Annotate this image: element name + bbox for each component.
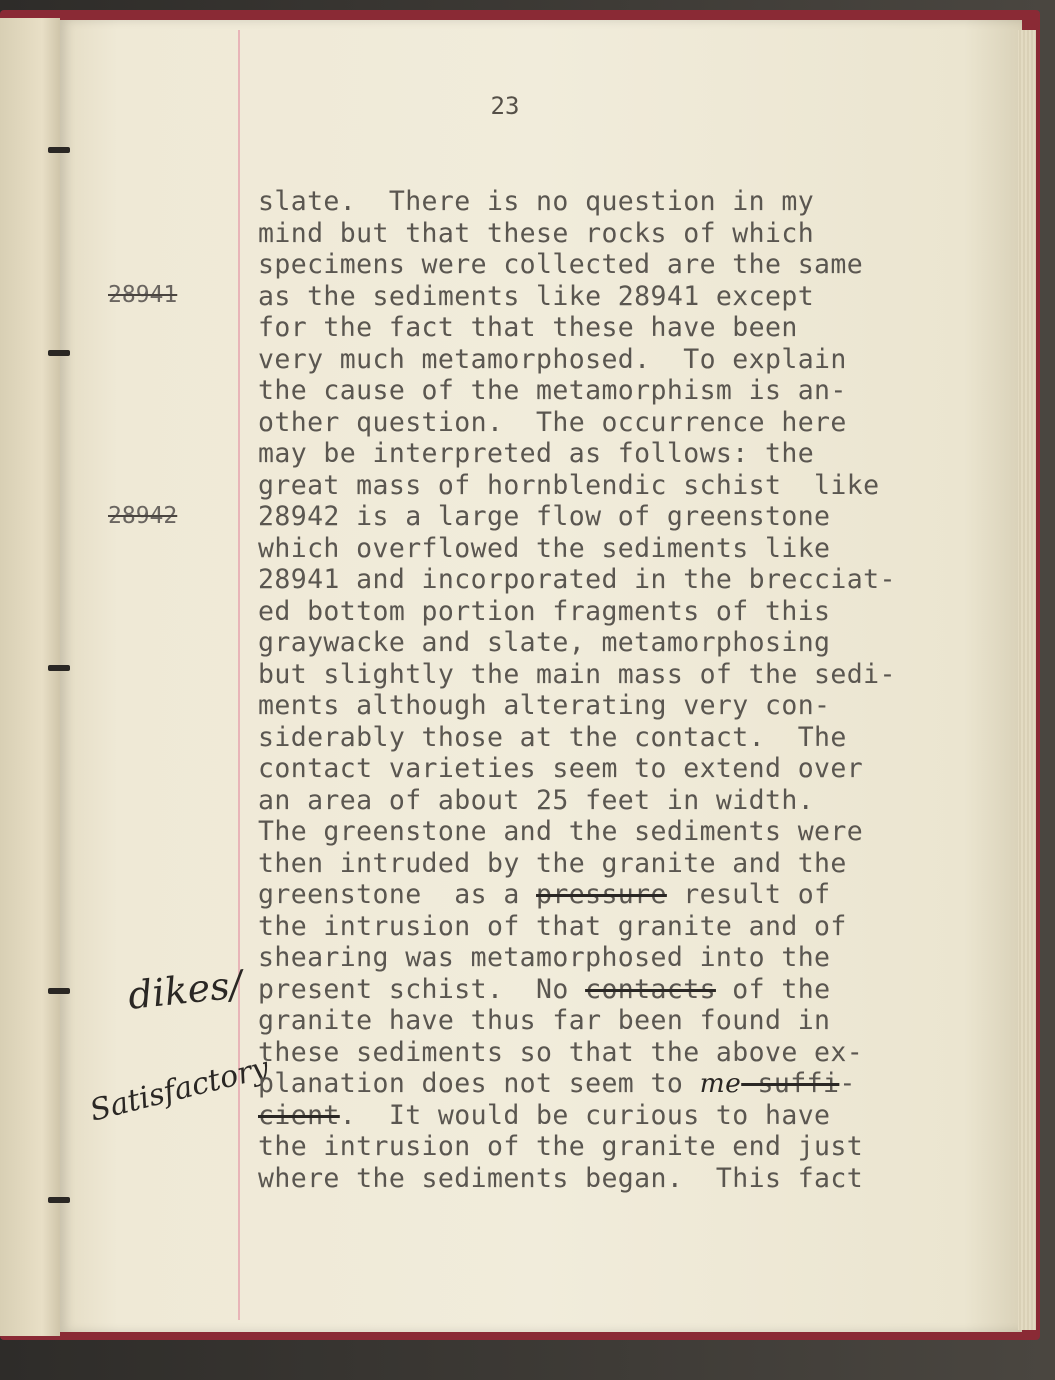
text-segment: 28941 and incorporated in the brecciat- — [258, 564, 896, 595]
text-line — [258, 911, 1018, 943]
text-line — [258, 407, 1018, 439]
text-segment: mind but that these rocks of which — [258, 217, 815, 249]
text-segment: specimens were collected are the same — [258, 249, 864, 280]
text-line — [258, 186, 1018, 218]
text-line — [258, 1131, 1018, 1163]
margin-rule — [238, 30, 240, 1320]
handwritten-insert: me — [699, 1068, 742, 1099]
text-segment: may be interpreted as follows: the — [258, 438, 815, 469]
page-number: 23 — [490, 92, 520, 120]
text-segment: an area of about 25 feet in width. — [258, 784, 815, 816]
binder-ring — [48, 988, 70, 994]
text-line — [258, 218, 1018, 250]
text-line — [258, 501, 1018, 533]
text-segment: for the fact that these have been — [258, 312, 798, 343]
text-line — [258, 942, 1018, 974]
text-segment: planation does not seem to — [258, 1068, 700, 1099]
text-line — [258, 722, 1018, 754]
binder-ring — [48, 1197, 70, 1203]
typed-text-body — [258, 186, 1018, 1194]
text-line — [258, 344, 1018, 376]
text-segment: ed bottom portion fragments of this — [258, 595, 831, 627]
text-segment: great mass of hornblendic schist like — [258, 469, 880, 501]
text-line — [258, 564, 1018, 596]
text-segment: which overflowed the sediments like — [258, 532, 831, 564]
text-segment: shearing was metamorphosed into the — [258, 942, 831, 973]
text-segment: these sediments so that the above ex- — [258, 1036, 864, 1068]
struck-word: contacts — [585, 973, 716, 1005]
text-segment: other question. The occurrence here — [258, 406, 847, 438]
text-line — [258, 1068, 1018, 1100]
text-segment: then intruded by the granite and the — [258, 847, 847, 879]
text-line — [258, 785, 1018, 817]
margin-specimen-number: 28942 — [108, 503, 178, 529]
text-segment: 28942 is a large flow of greenstone — [258, 501, 831, 532]
text-line — [258, 974, 1018, 1006]
text-line — [258, 1005, 1018, 1037]
margin-specimen-number: 28941 — [108, 282, 178, 308]
text-line — [258, 627, 1018, 659]
text-line — [258, 753, 1018, 785]
text-segment: slate. There is no question in my — [258, 186, 815, 217]
text-line — [258, 470, 1018, 502]
text-line — [258, 249, 1018, 281]
text-segment: very much metamorphosed. To explain — [258, 343, 847, 375]
text-segment: as the sediments like 28941 except — [258, 280, 815, 312]
text-line — [258, 596, 1018, 628]
text-segment: . It would be curious to have — [339, 1099, 831, 1131]
text-segment: but slightly the main mass of the sedi- — [258, 658, 896, 690]
binder-ring — [48, 665, 70, 671]
text-segment: greenstone as a — [258, 879, 537, 910]
text-line — [258, 281, 1018, 313]
text-line — [258, 1100, 1018, 1132]
struck-word: cient — [258, 1099, 340, 1131]
text-segment: granite have thus far been found in — [258, 1005, 831, 1036]
text-line — [258, 659, 1018, 691]
text-segment: - — [839, 1068, 856, 1099]
text-line — [258, 312, 1018, 344]
handwritten-note-dikes: dikes/ — [126, 962, 245, 1018]
text-segment: the intrusion of that granite and of — [258, 910, 847, 942]
text-segment: siderably those at the contact. The — [258, 721, 847, 753]
text-segment: present schist. No — [258, 973, 586, 1005]
text-line — [258, 879, 1018, 911]
text-segment: graywacke and slate, metamorphosing — [258, 627, 831, 658]
text-segment: result of — [666, 879, 831, 910]
text-line — [258, 1037, 1018, 1069]
text-line — [258, 848, 1018, 880]
text-line — [258, 1163, 1018, 1195]
struck-word: suffi — [741, 1068, 840, 1099]
text-segment: where the sediments began. This fact — [258, 1162, 864, 1194]
struck-word: pressure — [536, 879, 667, 910]
handwritten-note-satisfactory: Satisfactory — [86, 1050, 273, 1129]
page-stack-edge — [1018, 30, 1036, 1330]
text-line — [258, 438, 1018, 470]
text-segment: of the — [715, 973, 831, 1005]
text-segment: the cause of the metamorphism is an- — [258, 375, 847, 406]
text-line — [258, 533, 1018, 565]
left-page-edge — [0, 18, 60, 1336]
binder-ring — [48, 147, 70, 153]
text-line — [258, 690, 1018, 722]
text-line — [258, 816, 1018, 848]
text-segment: ments although alterating very con- — [258, 690, 831, 721]
binder-ring — [48, 350, 70, 356]
text-segment: the intrusion of the granite end just — [258, 1131, 864, 1162]
text-segment: contact varieties seem to extend over — [258, 753, 864, 784]
text-line — [258, 375, 1018, 407]
text-segment: The greenstone and the sediments were — [258, 816, 864, 847]
